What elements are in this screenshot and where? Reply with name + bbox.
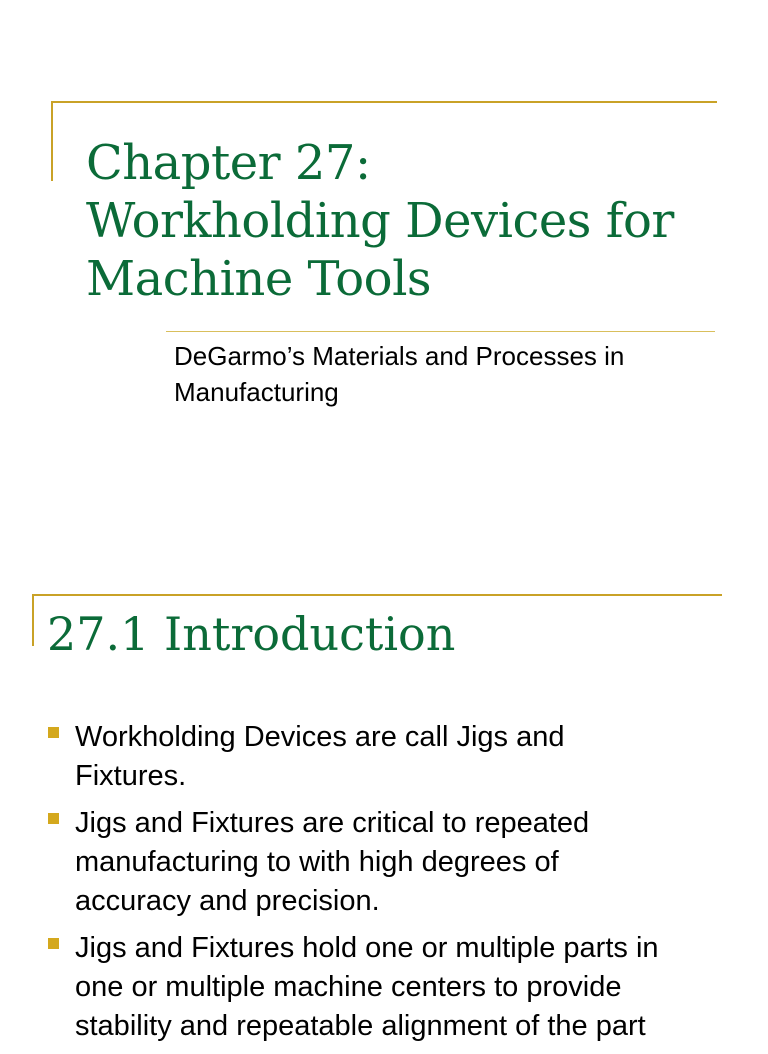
- frame-top-rule: [32, 594, 722, 596]
- bullet-line: Jigs and Fixtures hold one or multiple parts in: [75, 932, 659, 964]
- content-slide: [0, 560, 768, 1042]
- subtitle-divider: [166, 331, 715, 332]
- square-bullet-icon: [48, 727, 59, 738]
- slide-title: [86, 134, 736, 308]
- bullet-item: [0, 929, 768, 1046]
- bullet-line: Workholding Devices are call Jigs and: [75, 721, 565, 753]
- square-bullet-icon: [48, 938, 59, 949]
- bullet-text: [75, 804, 768, 921]
- bullet-line: Fixtures.: [75, 760, 187, 792]
- bullet-line: accuracy and precision.: [75, 885, 380, 917]
- slide-title-line: Chapter 27:: [86, 135, 371, 191]
- frame-top-rule: [51, 101, 717, 103]
- frame-left-rule: [32, 594, 34, 646]
- bullet-text: [75, 929, 768, 1046]
- section-title: 27.1 Introduction: [47, 607, 456, 661]
- square-bullet-icon: [48, 813, 59, 824]
- slide-title-line: Workholding Devices for: [86, 193, 674, 249]
- slide-title-line: Machine Tools: [86, 251, 432, 307]
- bullet-line: one or multiple machine centers to provide: [75, 971, 622, 1003]
- bullet-line: Jigs and Fixtures are critical to repeated: [75, 807, 590, 839]
- bullet-list: [0, 718, 768, 1054]
- bullet-line: stability and repeatable alignment of the part: [75, 1010, 646, 1042]
- bullet-item: [0, 718, 768, 796]
- subtitle-line: DeGarmo’s Materials and Processes in: [174, 341, 625, 371]
- frame-left-rule: [51, 101, 53, 181]
- slide-subtitle: [174, 338, 744, 410]
- bullet-item: [0, 804, 768, 921]
- bullet-line: manufacturing to with high degrees of: [75, 846, 559, 878]
- bullet-text: [75, 718, 768, 796]
- subtitle-line: Manufacturing: [174, 377, 339, 407]
